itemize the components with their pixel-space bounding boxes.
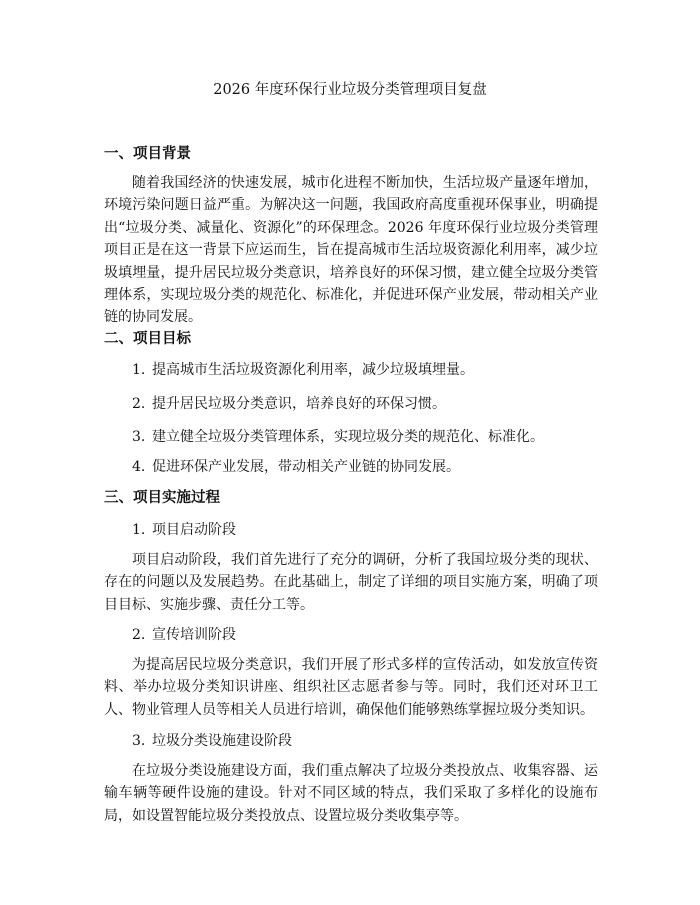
goal-item-number: 3. xyxy=(132,429,146,445)
background-paragraph: 随着我国经济的快速发展，城市化进程不断加快，生活垃圾产量逐年增加，环境污染问题日益严重。为解决这一问题，我国政府高度重视环保事业，明确提出“垃圾分类、减量化、资源化”的环保理念。2026 年度环保行业垃圾分类管理项目正是在这一背景下应运而生，旨在提高城市生活垃圾资源化利用率，减少垃圾填埋量，提升居民垃圾分类意识，培养良好的环保习惯，建立健全垃圾分类管理体系，实现垃圾分类的规范化、标准化，并促进环保产业发展，带动相关产业链的协同发展。 xyxy=(104,175,598,326)
goal-item xyxy=(132,457,460,477)
section-heading-background: 一、项目背景 xyxy=(104,146,191,162)
phase-title-text: 宣传培训阶段 xyxy=(152,627,236,643)
goal-item-number: 1. xyxy=(132,362,146,378)
goal-item xyxy=(132,394,446,414)
phase-title xyxy=(132,625,236,645)
phase-title xyxy=(132,520,236,540)
goal-item xyxy=(132,427,544,447)
document-title: 2026 年度环保行业垃圾分类管理项目复盘 xyxy=(213,82,487,98)
phase-title xyxy=(132,731,292,751)
section-heading-implementation: 三、项目实施过程 xyxy=(104,490,220,506)
goal-item-text: 提升居民垃圾分类意识，培养良好的环保习惯。 xyxy=(152,396,446,412)
goal-item-number: 2. xyxy=(132,396,146,412)
phase-paragraph: 项目启动阶段，我们首先进行了充分的调研，分析了我国垃圾分类的现状、存在的问题以及发展趋势。在此基础上，制定了详细的项目实施方案，明确了项目目标、实施步骤、责任分工等。 xyxy=(104,552,598,613)
goal-item-text: 建立健全垃圾分类管理体系，实现垃圾分类的规范化、标准化。 xyxy=(152,429,544,445)
goal-item xyxy=(132,360,474,380)
goal-item-number: 4. xyxy=(132,459,146,475)
goal-item-text: 促进环保产业发展，带动相关产业链的协同发展。 xyxy=(152,459,460,475)
phase-paragraph: 为提高居民垃圾分类意识，我们开展了形式多样的宣传活动，如发放宣传资料、举办垃圾分类知识讲座、组织社区志愿者参与等。同时，我们还对环卫工人、物业管理人员等相关人员进行培训，确保他们能够熟练掌握垃圾分类知识。 xyxy=(104,657,598,718)
phase-paragraph: 在垃圾分类设施建设方面，我们重点解决了垃圾分类投放点、收集容器、运输车辆等硬件设施的建设。针对不同区域的特点，我们采取了多样化的设施布局，如设置智能垃圾分类投放点、设置垃圾分类收集亭等。 xyxy=(104,763,598,824)
phase-number: 3. xyxy=(132,733,146,749)
phase-number: 1. xyxy=(132,522,146,538)
section-heading-goals: 二、项目目标 xyxy=(104,331,191,347)
phase-title-text: 项目启动阶段 xyxy=(152,522,236,538)
goal-item-text: 提高城市生活垃圾资源化利用率，减少垃圾填埋量。 xyxy=(152,362,474,378)
phase-number: 2. xyxy=(132,627,146,643)
phase-title-text: 垃圾分类设施建设阶段 xyxy=(152,733,292,749)
